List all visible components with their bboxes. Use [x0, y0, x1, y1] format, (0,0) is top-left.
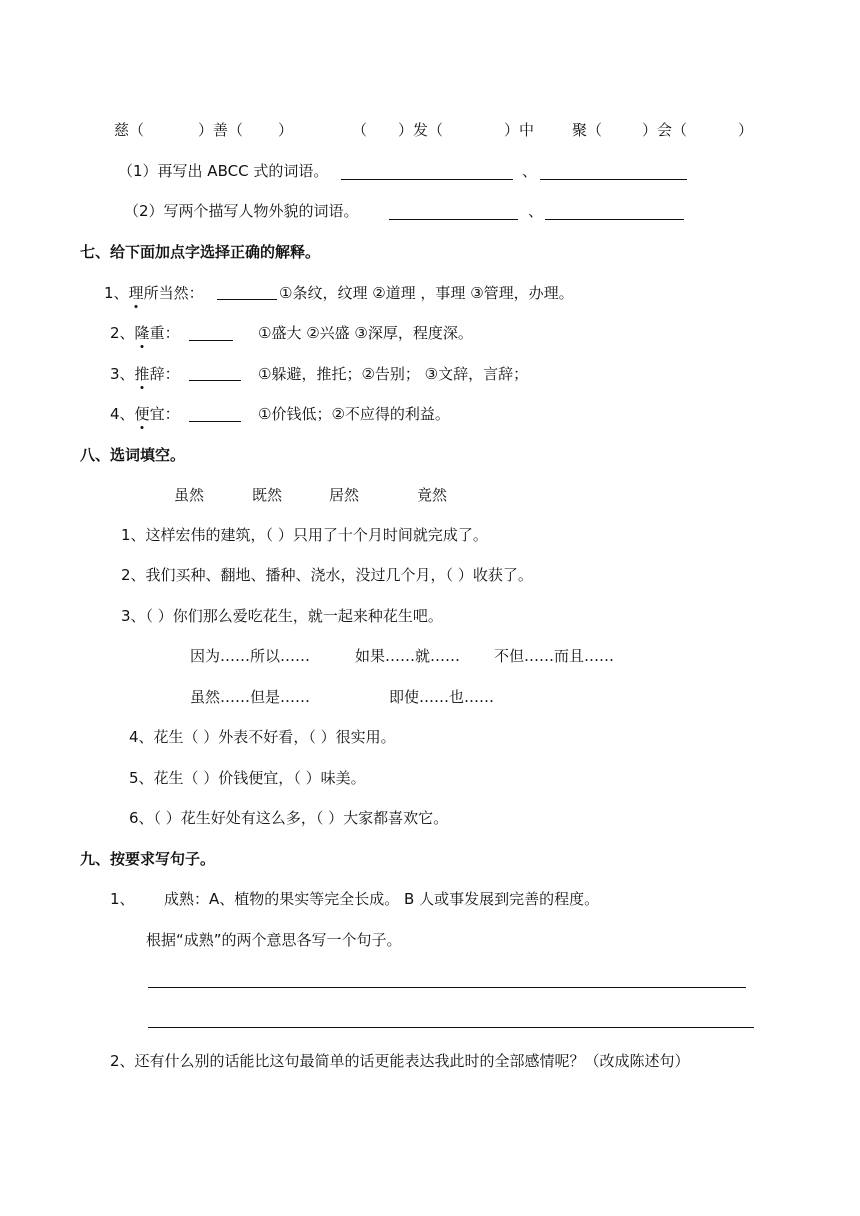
item-number: 1、 [104, 284, 129, 302]
answer-line[interactable] [148, 987, 746, 988]
q8-title: 八、选词填空。 [80, 446, 186, 464]
answer-blank[interactable] [545, 219, 684, 220]
q8-sentence-6: 6、（ ）花生好处有这么多，（ ）大家都喜欢它。 [129, 809, 449, 827]
item-word: 辞： [149, 365, 180, 383]
idiom-part: ）会（ [642, 121, 688, 139]
q6-sub2-text: （2）写两个描写人物外貌的词语。 [124, 202, 359, 220]
conj-pair: 因为……所以…… [190, 647, 311, 665]
separator: 、 [522, 162, 538, 180]
conj-pair: 虽然……但是…… [190, 688, 311, 706]
word-choice: 居然 [329, 486, 360, 504]
idiom-part: 慈（ [114, 121, 145, 139]
idiom-part: ） [278, 121, 294, 139]
idiom-part: ）善（ [198, 121, 244, 139]
q7-options-3: ①躲避，推托；②告别； ③文辞，言辞； [258, 365, 529, 383]
idiom-part: （ [352, 121, 368, 139]
q8-sentence-3: 3、（ ）你们那么爱吃花生，就一起来种花生吧。 [121, 607, 443, 625]
separator: 、 [528, 202, 544, 220]
q7-item-3 [110, 363, 180, 385]
answer-blank[interactable] [341, 179, 513, 180]
word-choice: 虽然 [174, 486, 205, 504]
q7-item-4 [110, 403, 180, 425]
q6-sub2 [124, 200, 359, 222]
q7-options-2: ①盛大 ②兴盛 ③深厚，程度深。 [258, 324, 473, 342]
idiom-part: ） [738, 121, 754, 139]
q9-title: 九、按要求写句子。 [80, 850, 216, 868]
dotted-char: 理 [128, 284, 144, 302]
q9-item-1-requirement: 根据“成熟”的两个意思各写一个句子。 [146, 931, 402, 949]
item-number: 2、 [110, 324, 135, 342]
q6-sub1-text: （1）再写出 ABCC 式的词语。 [118, 162, 329, 180]
idiom-part: 聚（ [572, 121, 603, 139]
answer-blank[interactable] [189, 340, 233, 341]
conj-pair: 如果……就…… [355, 647, 461, 665]
q8-sentence-2: 2、我们买种、翻地、播种、浇水，没过几个月，（ ）收获了。 [121, 566, 533, 584]
item-number: 1、 [110, 890, 135, 908]
answer-blank[interactable] [189, 421, 241, 422]
q9-item-2: 2、还有什么别的话能比这句最简单的话更能表达我此时的全部感情呢？（改成陈述句） [110, 1052, 690, 1070]
q7-item-2 [110, 322, 180, 344]
item-number: 4、 [110, 405, 135, 423]
q7-item-1 [104, 282, 204, 304]
word-choice: 竟然 [417, 486, 448, 504]
q7-options-1: ①条纹，纹理 ②道理 ，事理 ③管理，办理。 [279, 284, 574, 302]
dotted-char: 便 [134, 405, 150, 423]
item-word: 宜： [149, 405, 180, 423]
word-choice: 既然 [252, 486, 283, 504]
q7-title: 七、给下面加点字选择正确的解释。 [80, 243, 321, 261]
idiom-part: ）发（ [398, 121, 444, 139]
q7-options-4: ①价钱低；②不应得的利益。 [258, 405, 450, 423]
item-number: 3、 [110, 365, 135, 383]
answer-line[interactable] [148, 1027, 754, 1028]
answer-blank[interactable] [540, 179, 687, 180]
answer-blank[interactable] [217, 299, 277, 300]
q9-item-1-text: 成熟：A、植物的果实等完全长成。 B 人或事发展到完善的程度。 [164, 890, 600, 908]
dotted-char: 隆 [134, 324, 150, 342]
idiom-part: ）中 [504, 121, 535, 139]
conj-pair: 即使……也…… [389, 688, 495, 706]
dotted-char: 推 [134, 365, 150, 383]
answer-blank[interactable] [389, 219, 518, 220]
q6-sub1 [118, 160, 328, 182]
q8-sentence-1: 1、这样宏伟的建筑，（ ）只用了十个月时间就完成了。 [121, 526, 488, 544]
q8-sentence-4: 4、花生（ ）外表不好看，（ ）很实用。 [129, 728, 396, 746]
item-word: 重： [149, 324, 180, 342]
answer-blank[interactable] [189, 380, 241, 381]
q8-sentence-5: 5、花生（ ）价钱便宜，（ ）味美。 [129, 769, 366, 787]
conj-pair: 不但……而且…… [494, 647, 615, 665]
item-word: 所当然： [143, 284, 204, 302]
